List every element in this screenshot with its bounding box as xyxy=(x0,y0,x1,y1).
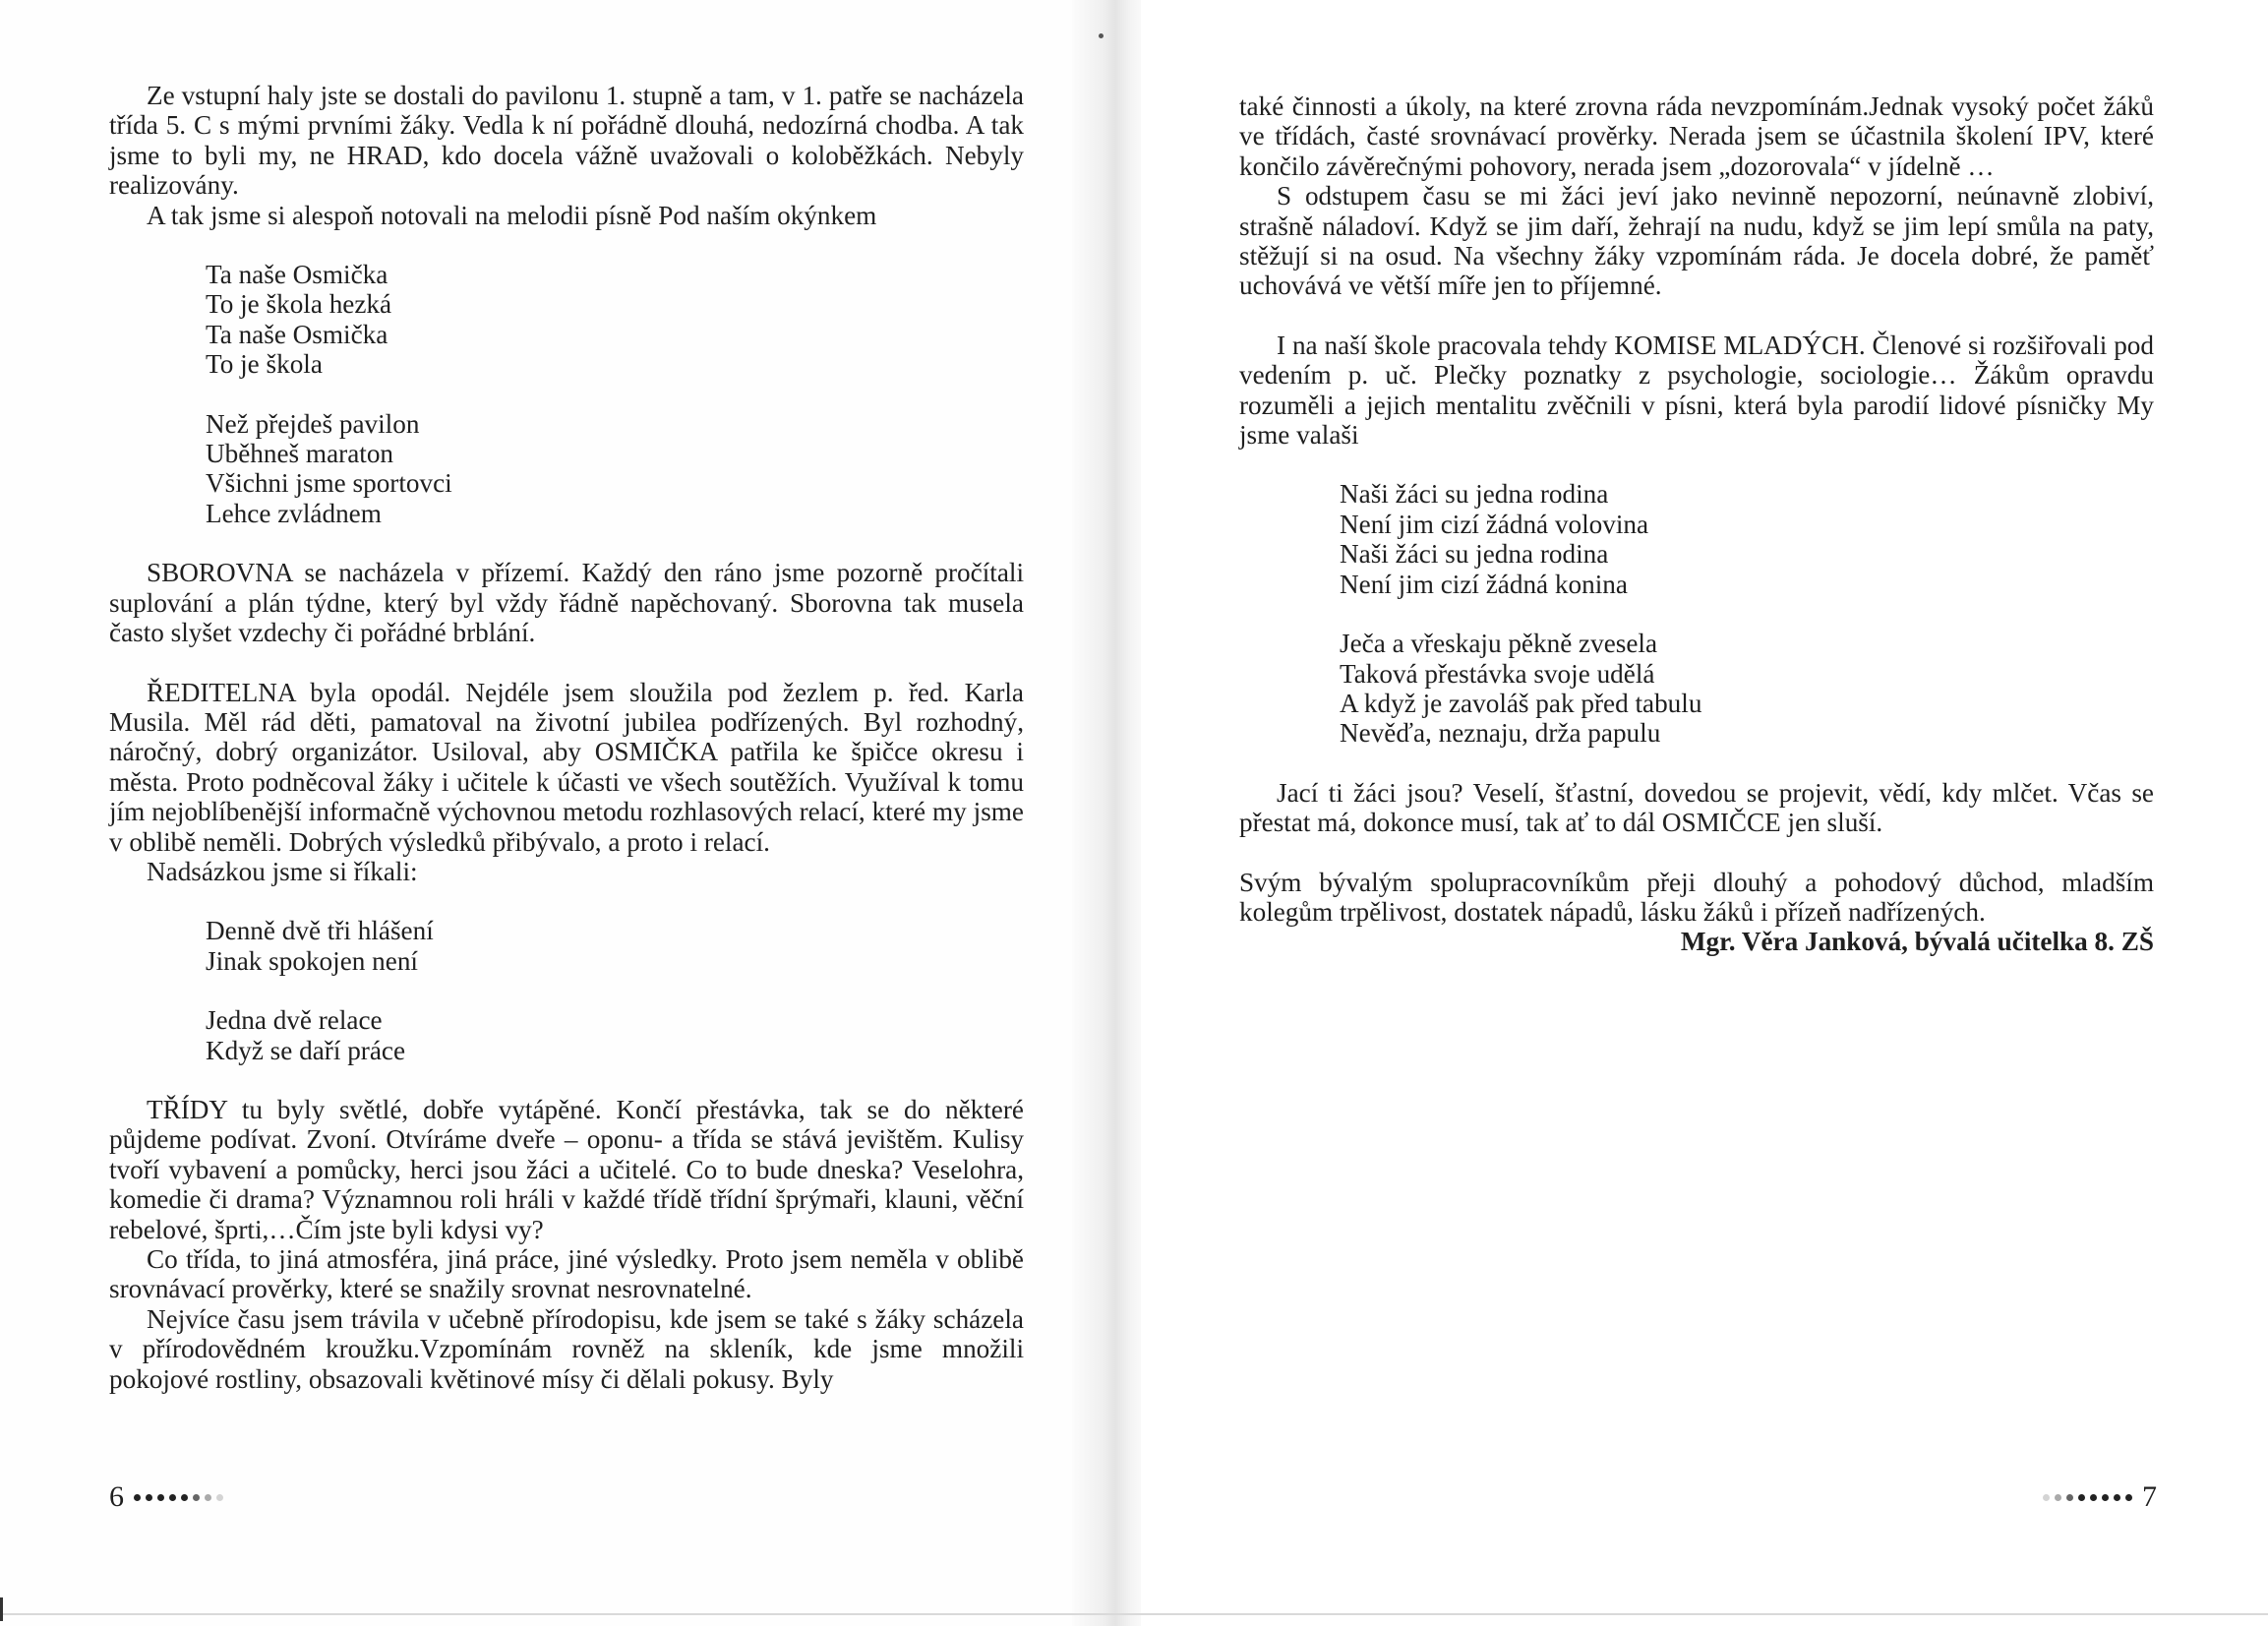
paragraph-cinnosti: také činnosti a úkoly, na které zrovna ráda nevzpomínám.Jednak vysoký počet žáků ve třídách, časté srovnávací prověrky. Nerada jsem se účastnila školení IPV, které končilo závěrečnými pohovory, nerada jsem „dozorovala“ v jídelně … xyxy=(1239,91,2154,181)
ornament-dot xyxy=(146,1494,152,1501)
poem-line: Ječa a vřeskaju pěkně zvesela xyxy=(1340,629,1658,659)
ornament-dot xyxy=(2078,1494,2085,1501)
poem-hlaseni-verse-1 xyxy=(109,916,1024,976)
poem-line: Naši žáci su jedna rodina xyxy=(1340,479,1609,510)
ornament-dot xyxy=(134,1494,141,1501)
ornament-dot xyxy=(2125,1494,2132,1501)
paragraph-co-trida: Co třída, to jiná atmosféra, jiná práce, jiné výsledky. Proto jsem neměla v oblibě srovnávací prověrky, které se snažily srovnat nesrovnatelné. xyxy=(109,1244,1024,1304)
paragraph-odstup: S odstupem času se mi žáci jeví jako nevinně nepozorní, neúnavně zlobiví, strašně náladoví. Když se jim daří, žehrají na nudu, když se jim lepí smůla na paty, stěžují si na osud. Na všechny žáky vzpomínám ráda. Je docela dobré, že paměť uchovává ve větší míře jen to příjemné. xyxy=(1239,181,2154,301)
book-gutter xyxy=(1072,0,1151,1626)
poem-line: Naši žáci su jedna rodina xyxy=(1340,539,1609,570)
left-page xyxy=(0,0,1087,1626)
poem-line: To je škola hezká xyxy=(206,289,392,320)
page-number-dots xyxy=(2043,1494,2132,1501)
paragraph-nadsazkou: Nadsázkou jsme si říkali: xyxy=(147,856,418,886)
scan-edge-mark xyxy=(0,1597,3,1621)
poem-line: Ta naše Osmička xyxy=(206,319,388,349)
paragraph-reditelna: ŘEDITELNA byla opodál. Nejdéle jsem sloužila pod žezlem p. řed. Karla Musila. Měl rád děti, pamatoval na životní jubilea podřízených. Byl rozhodný, náročný, dobrý organizátor. Usiloval, aby OSMIČKA patřila ke špičce okresu i města. Proto podněcoval žáky i učitele k účasti ve všech soutěžích. Využíval k tomu jím nejoblíbenější informačně výchovnou metodu rozhlasových relací, které my jsme v oblibě neměli. Dobrých výsledků přibývalo, a proto i relací. xyxy=(109,677,1024,857)
page-number-value: 6 xyxy=(109,1480,124,1513)
paragraph-ucebna: Nejvíce času jsem trávila v učebně přírodopisu, kde jsem se také s žáky scházela v přírodovědném kroužku.Vzpomínám rovněž na skleník, kde jsme množili pokojové rostliny, obsazovali květinové mísy či dělali pokusy. Byly xyxy=(109,1303,1024,1394)
ornament-dot xyxy=(2090,1494,2097,1501)
poem-osmicka-verse-1 xyxy=(109,260,1024,380)
ornament-dot xyxy=(205,1494,211,1501)
ornament-dot xyxy=(181,1494,188,1501)
poem-line: Taková přestávka svoje udělá xyxy=(1340,658,1655,689)
poem-line: A když je zavoláš pak před tabulu xyxy=(1340,688,1702,718)
paragraph-jaci: Jací ti žáci jsou? Veselí, šťastní, dovedou se projevit, vědí, kdy mlčet. Včas se přestat má, dokonce musí, tak ať to dál OSMIČCE jen sluší. xyxy=(1239,777,2154,838)
page-number-left xyxy=(109,1480,223,1514)
left-text-block xyxy=(109,81,1024,1394)
gutter-mark xyxy=(1099,33,1104,38)
ornament-dot xyxy=(157,1494,164,1501)
poem-line: Všichni jsme sportovci xyxy=(206,468,452,499)
page-number-right xyxy=(2043,1480,2157,1514)
poem-line: Lehce zvládnem xyxy=(206,498,382,528)
ornament-dot xyxy=(2066,1494,2073,1501)
ornament-dot xyxy=(2055,1494,2061,1501)
poem-line: To je škola xyxy=(206,349,323,380)
poem-line: Nevěďa, neznaju, drža papulu xyxy=(1340,718,1661,749)
ornament-dot xyxy=(2114,1494,2120,1501)
poem-line: Jedna dvě relace xyxy=(206,1005,383,1036)
page-bottom-edge xyxy=(0,1613,2268,1615)
poem-line: Ta naše Osmička xyxy=(206,260,388,290)
ornament-dot xyxy=(216,1494,223,1501)
poem-line: Denně dvě tři hlášení xyxy=(206,916,434,946)
ornament-dot xyxy=(2102,1494,2109,1501)
poem-line: Není jim cizí žádná volovina xyxy=(1340,509,1649,539)
ornament-dot xyxy=(169,1494,176,1501)
poem-line: Než přejdeš pavilon xyxy=(206,408,420,439)
poem-line: Uběhneš maraton xyxy=(206,439,394,469)
poem-osmicka-verse-2 xyxy=(109,409,1024,529)
poem-line: Když se daří práce xyxy=(206,1035,406,1065)
paragraph-komise: I na naší škole pracovala tehdy KOMISE MLADÝCH. Členové si rozšiřovali pod vedením p. uč. Plečky poznatky z psychologie, sociologie… Žákům opravdu rozuměli a jejich mentalitu zvěčnili v písni, která byla parodií lidové písničky My jsme valaši xyxy=(1239,330,2154,451)
ornament-dot xyxy=(2043,1494,2050,1501)
poem-line: Jinak spokojen není xyxy=(206,945,418,976)
right-text-block xyxy=(1239,91,2154,957)
page-number-value: 7 xyxy=(2142,1480,2157,1513)
paragraph-melody: A tak jsme si alespoň notovali na melodii písně Pod naším okýnkem xyxy=(147,200,877,230)
poem-line: Není jim cizí žádná konina xyxy=(1340,569,1628,599)
poem-valasi-verse-2 xyxy=(1239,629,2154,749)
paragraph-svym: Svým bývalým spolupracovníkům přeji dlouhý a pohodový důchod, mladším kolegům trpělivost, dostatek nápadů, lásku žáků i přízeň nadřízených. xyxy=(1239,867,2154,927)
author-signature: Mgr. Věra Janková, bývalá učitelka 8. ZŠ xyxy=(1680,927,2154,957)
ornament-dot xyxy=(193,1494,200,1501)
poem-valasi-verse-1 xyxy=(1239,479,2154,599)
page-number-dots xyxy=(134,1494,223,1501)
paragraph-tridy: TŘÍDY tu byly světlé, dobře vytápěné. Končí přestávka, tak se do některé půjdeme podívat. Zvoní. Otvíráme dveře – oponu- a třída se stává jevištěm. Kulisy tvoří vybavení a pomůcky, herci jsou žáci a učitelé. Co to bude dneska? Veselohra, komedie či drama? Významnou roli hráli v každé třídě třídní šprýmaři, klauni, věční rebelové, šprti,…Čím jste byli kdysi vy? xyxy=(109,1094,1024,1244)
right-page xyxy=(1141,0,2268,1626)
poem-hlaseni-verse-2 xyxy=(109,1005,1024,1065)
paragraph-sborovna: SBOROVNA se nacházela v přízemí. Každý den ráno jsme pozorně pročítali suplování a plán týdne, který byl vždy řádně napěchovaný. Sborovna tak musela často slyšet vzdechy či pořádné brblání. xyxy=(109,558,1024,648)
paragraph-intro: Ze vstupní haly jste se dostali do pavilonu 1. stupně a tam, v 1. patře se nacházela třída 5. C s mými prvními žáky. Vedla k ní pořádně dlouhá, nedozírná chodba. A tak jsme to byli my, ne HRAD, kdo docela vážně uvažovali o koloběžkách. Nebyly realizovány. xyxy=(109,81,1024,201)
